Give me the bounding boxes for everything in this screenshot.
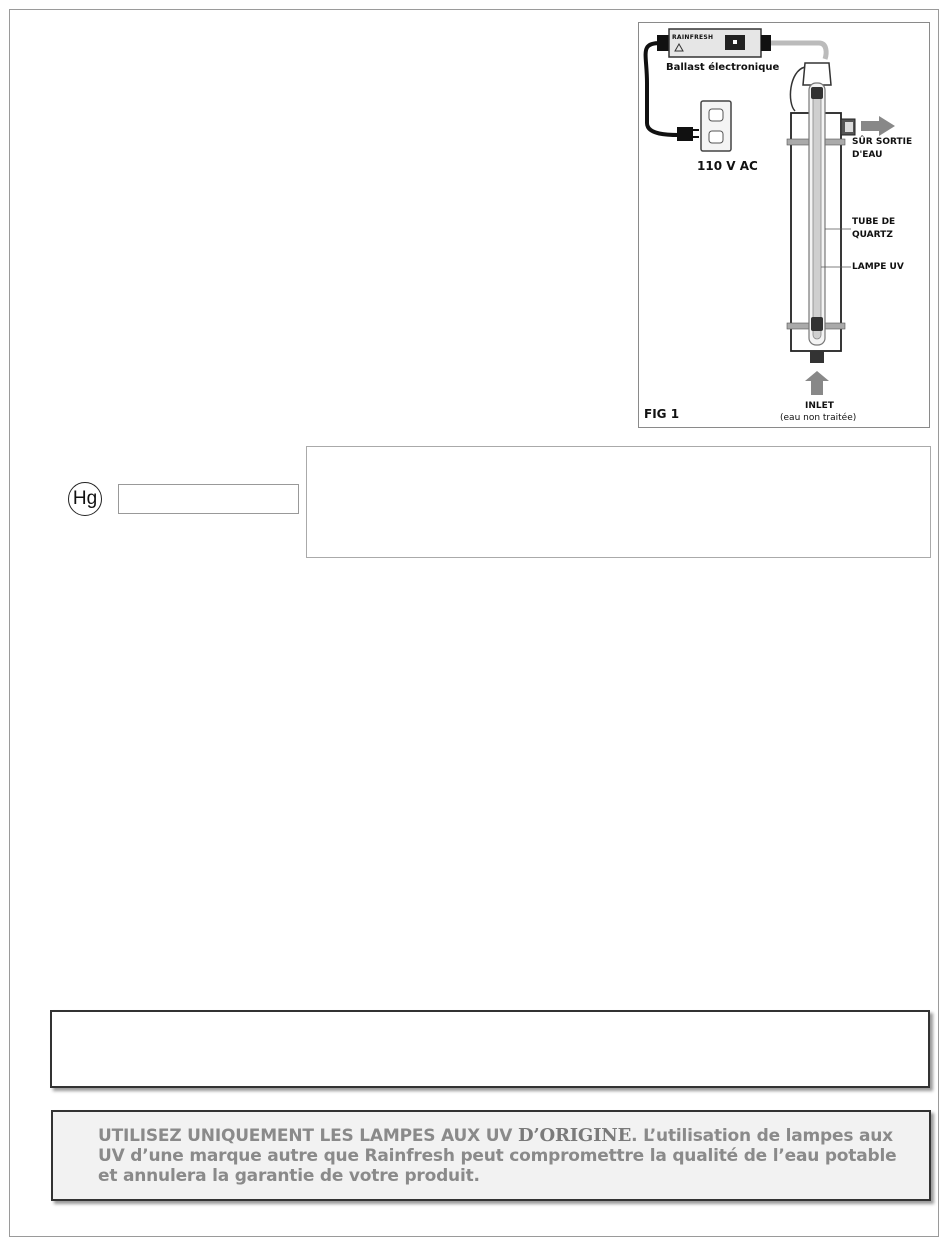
mercury-symbol (68, 482, 102, 516)
inlet-label: INLET (805, 401, 834, 411)
plug (677, 127, 693, 141)
mercury-symbol-text: Hg (72, 488, 98, 509)
warning-text-part1: UTILISEZ UNIQUEMENT LES LAMPES AUX UV (98, 1126, 518, 1146)
warning-emphasis: D’ORIGINE (517, 1125, 632, 1146)
warning-box-original-lamps (51, 1110, 931, 1201)
ballast-label: Ballast électronique (666, 62, 780, 73)
mercury-label-box (118, 484, 299, 514)
quartz-label: TUBE DE (852, 217, 896, 227)
ballast-brand: RAINFRESH (672, 34, 714, 41)
warning-box-empty (50, 1010, 930, 1088)
outlet-arrow (861, 116, 895, 136)
outlet-label: SÛR SORTIE (852, 137, 913, 147)
lamp-cap (803, 63, 831, 85)
warning-text (98, 1126, 913, 1186)
lamp-label: LAMPE UV (852, 262, 904, 272)
inlet-arrow (805, 371, 829, 395)
inlet-sublabel: (eau non traitée) (780, 413, 857, 423)
quartz-label-2: QUARTZ (852, 230, 893, 240)
power-label: 110 V AC (697, 159, 758, 173)
figure-caption: FIG 1 (644, 407, 680, 421)
outlet-label-2: D'EAU (852, 150, 883, 160)
figure-1 (638, 22, 930, 428)
lamp-cable (771, 43, 826, 59)
uv-lamp (813, 89, 821, 339)
warning-text-part2: . L’utilisation de lampes aux UV d’une marque autre que Rainfresh peut compromettre la qualité de l’eau potable et annulera la garantie de votre produit. (98, 1126, 897, 1186)
notice-box (306, 446, 931, 558)
